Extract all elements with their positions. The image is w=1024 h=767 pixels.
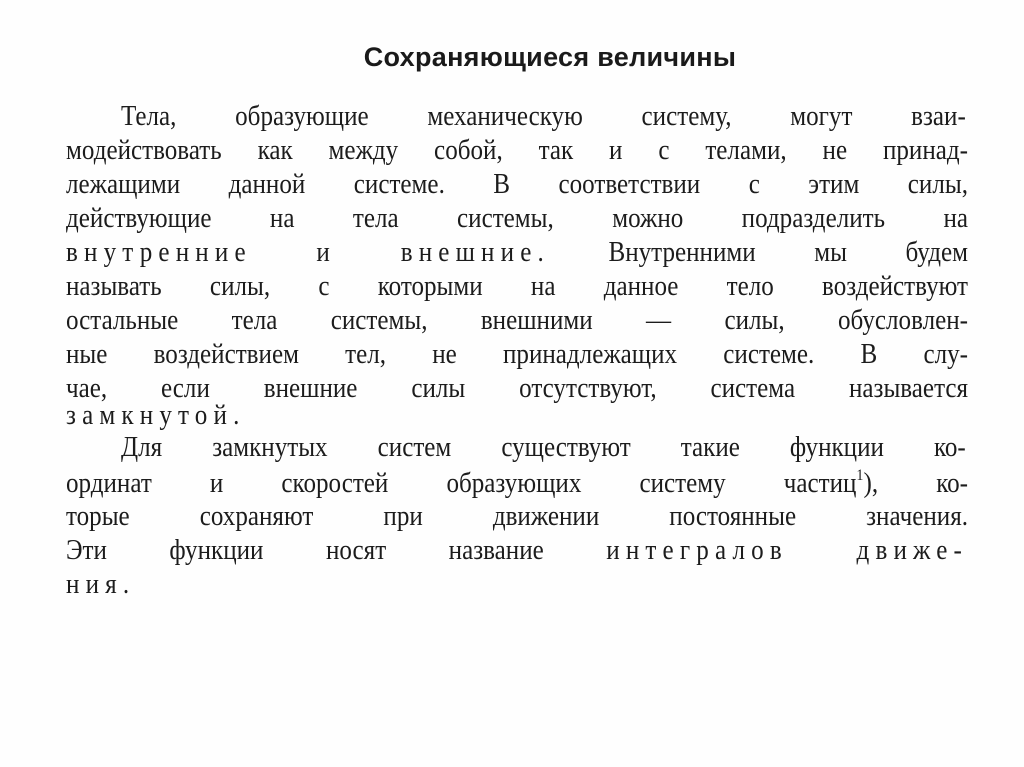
text-line [121,100,966,134]
text-span: действующие на тела системы, можно подразделить на [66,203,968,234]
text-span: Тела, образующие механическую систему, могут взаи- [121,101,966,132]
text-line [66,534,968,568]
text-span: ), ко- [863,468,968,499]
text-span: ные воздействием тел, не принадлежащих системе. В слу- [66,339,968,370]
text-span: модействовать как между собой, так и с телами, не принад- [66,135,968,166]
page-title: Сохраняющиеся величины [363,42,737,72]
text-line [66,304,968,338]
emphasized-term: интегралов движе- [606,535,968,566]
text-span: ординат и скоростей образующих систему частиц [66,468,857,499]
text-line [66,399,968,433]
text-span: Для замкнутых систем существуют такие функции ко- [121,432,966,463]
text-span: лежащими данной системе. В соответствии с этим силы, [66,169,968,200]
text-span: торые сохраняют при движении постоянные значения. [66,501,968,532]
text-line [66,500,968,534]
emphasized-term: внутренние и внешние. [66,237,550,268]
text-span: чае, если внешние силы отсутствуют, система называется [66,373,968,404]
footnote-marker: 1 [856,467,864,484]
text-line [66,236,968,270]
text-line [66,338,968,372]
emphasized-term: ния. [66,569,136,600]
text-line [66,168,968,202]
text-line [66,270,968,304]
text-line [66,568,968,602]
text-line [66,202,968,236]
text-line [121,431,966,465]
text-line [66,134,968,168]
text-span: называть силы, с которыми на данное тело воздействуют [66,271,968,302]
text-span: Эти функции носят название [66,535,607,566]
emphasized-term: замкнутой. [66,400,246,431]
text-span: остальные тела системы, внешними — силы, обусловлен- [66,305,968,336]
text-line [66,467,968,501]
text-span: Внутренними мы будем [549,237,969,268]
